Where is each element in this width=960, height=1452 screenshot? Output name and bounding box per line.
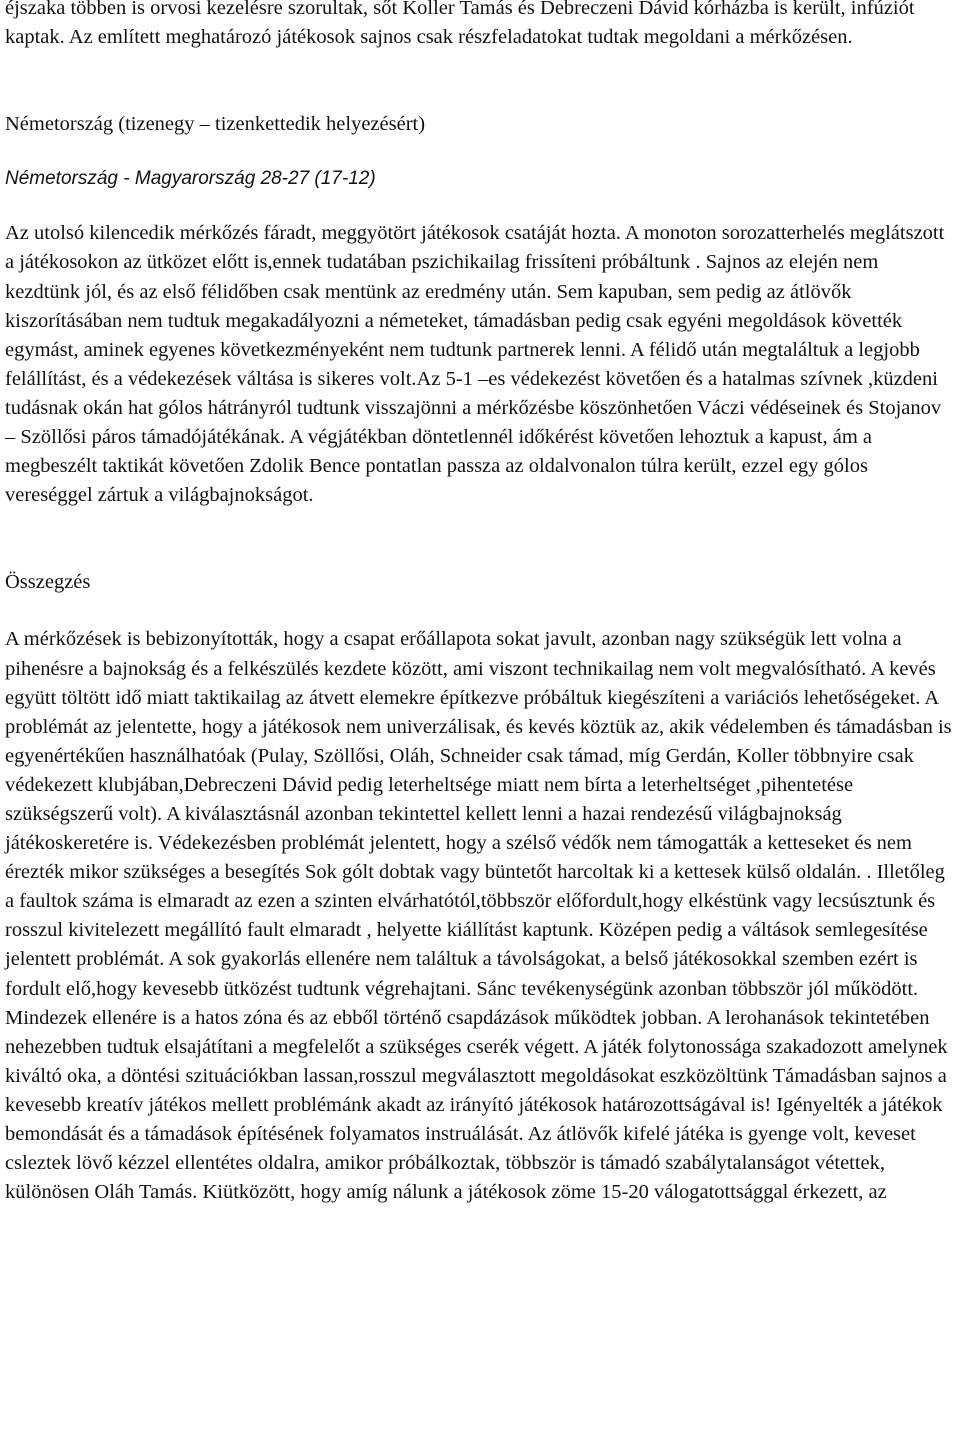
summary-heading: Összegzés — [5, 571, 91, 594]
match-result-heading: Németország - Magyarország 28-27 (17-12) — [5, 168, 376, 190]
document-page — [5, 0, 955, 1207]
match-report-paragraph: Az utolsó kilencedik mérkőzés fáradt, meggyötört játékosok csatáját hozta. A monoton sorozatterhelés meglátszott a játékosokon az ütközet előtt is,ennek tudatában pszichikailag frissíteni próbáltunk . Sajnos az elején nem kezdtünk jól, és az első félidőben csak mentünk az eredmény után. Sem kapuban, sem pedig az átlövők kiszorításában nem tudtuk megakadályozni a németeket, támadásban pedig csak egyéni megoldások követték egymást, aminek egyenes következményeként nem tudtunk partnerek lenni. A félidő után megtaláltuk a legjobb felállítást, és a védekezések váltása is sikeres volt.Az 5-1 –es védekezést követően és a hatalmas szívnek ,küzdeni tudásnak okán hat gólos hátrányról tudtunk visszajönni a mérkőzésbe köszönhetően Váczi védéseinek és Stojanov – Szöllősi páros támadójátékának. A végjátékban döntetlennél időkérést követően lehoztuk a kapust, ám a megbeszélt taktikát követően Zdolik Bence pontatlan passza az oldalvonalon túlra került, ezzel egy gólos vereséggel zártuk a világbajnokságot. — [5, 222, 945, 507]
intro-paragraph: éjszaka többen is orvosi kezelésre szorultak, sőt Koller Tamás és Debreczeni Dávid kórházba is került, infúziót kaptak. Az említett meghatározó játékosok sajnos csak részfeladatokat tudtak megoldani a mérkőzésen. — [5, 0, 915, 49]
placement-heading: Németország (tizenegy – tizenkettedik helyezésért) — [5, 113, 426, 136]
summary-paragraph: A mérkőzések is bebizonyították, hogy a csapat erőállapota sokat javult, azonban nagy szükségük lett volna a pihenésre a bajnokság és a felkészülés kezdete között, ami viszont technikailag nem volt megvalósítható. A kevés együtt töltött idő miatt taktikailag az átvett elemekre építkezve próbáltuk kiegészíteni a variációs lehetőségeket. A problémát az jelentette, hogy a játékosok nem univerzálisak, és kevés köztük az, akik védelemben és támadásban is egyenértékűen használhatóak (Pulay, Szöllősi, Oláh, Schneider csak támad, míg Gerdán, Koller többnyire csak védekezett klubjában,Debreczeni Dávid pedig leterheltsége miatt nem bírta a leterheltséget ,pihentetése szükségszerű volt). A kiválasztásnál azonban tekintettel kellett lenni a hazai rendezésű világbajnokság játékoskeretére is. Védekezésben problémát jelentett, hogy a szélső védők nem támogatták a ketteseket és nem érezték mikor szükséges a besegítés Sok gólt dobtak vagy büntetőt harcoltak ki a kettesek külső oldalán. . Illetőleg a faultok száma is elmaradt az ezen a szinten elvárhatótól,többször előfordult,hogy elkéstünk vagy lecsúsztunk és rosszul kivitelezett megállító fault elmaradt , helyette kiállítást kaptunk. Középen pedig a váltások semlegesítése jelentett problémát. A sok gyakorlás ellenére nem találtuk a távolságokat, a belső játékosokkal szemben ezért is fordult elő,hogy kevesebb ütközést tudtunk végrehajtani. Sánc tevékenységünk azonban többször jól működött. Mindezek ellenére is a hatos zóna és az ebből történő csapdázások működtek jobban. A lerohanások tekintetében nehezebben tudtuk elsajátítani a megfelelőt a szükséges cserék végett. A játék folytonossága szakadozott amelynek kiváltó oka, a döntési szituációkban lassan,rosszul megválasztott megoldásokat eszközöltünk Támadásban sajnos a kevesebb kreatív játékos mellett problémánk akadt az irányító játékosok határozottságával is! Igényelték a játékok bemondását és a támadások építésének folyamatos instruálását. Az átlövők kifelé játéka is gyenge volt, keveset csleztek lövő kézzel ellentétes oldalra, amikor próbálkoztak, többször is támadó szabálytalanságot vétettek, különösen Oláh Tamás. Kiütközött, hogy amíg nálunk a játékosok zöme 15-20 válogatottsággal érkezett, az — [5, 628, 952, 1204]
